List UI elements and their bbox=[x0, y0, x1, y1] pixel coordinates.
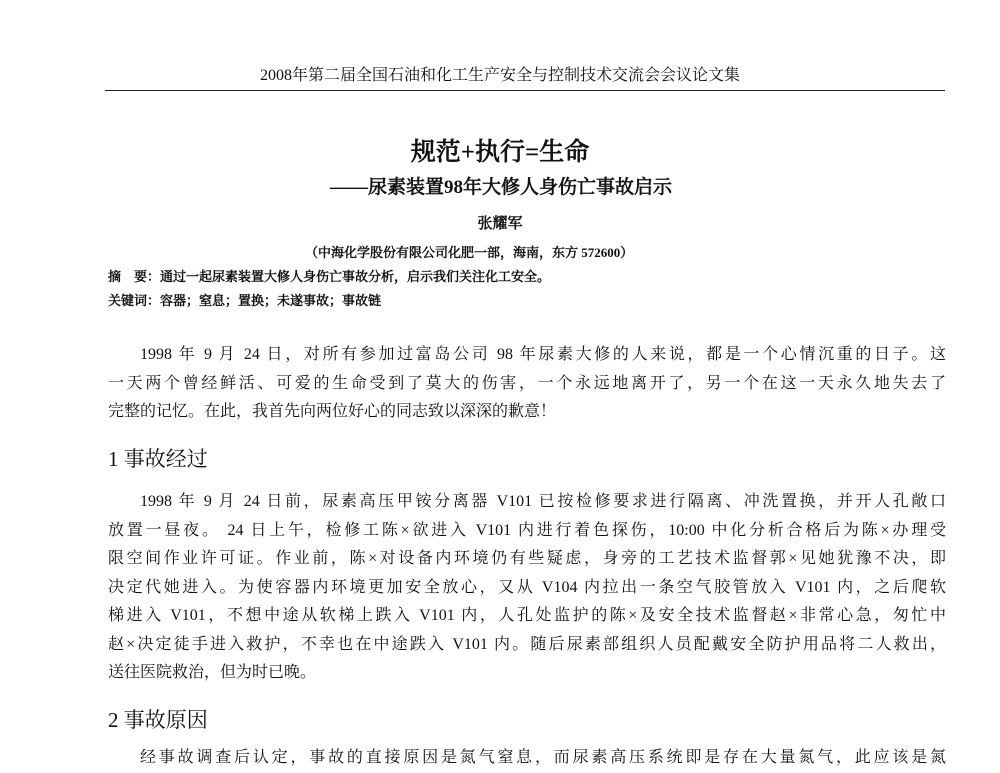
text-line: 1998 年 9 月 24 日，对所有参加过富岛公司 98 年尿素大修的人来说，都是一个心情沉重的日子。这 bbox=[140, 346, 946, 363]
section-heading-2: 2 事故原因 bbox=[108, 708, 208, 732]
text-line: 梯进入 V101，不想中途从软梯上跌入 V101 内，人孔处监护的陈×及安全技术监督赵×非常心急，匆忙中 bbox=[108, 607, 946, 624]
header-rule bbox=[105, 90, 945, 91]
paper-subtitle: ——尿素装置98年大修人身伤亡事故启示 bbox=[330, 177, 673, 198]
keywords: 关键词：容器；窒息；置换；未遂事故；事故链 bbox=[108, 293, 382, 308]
text-line: 赵×决定徒手进入救护，不幸也在中途跌入 V101 内。随后尿素部组织人员配戴安全防护用品将二人救出， bbox=[108, 635, 946, 653]
author: 张耀军 bbox=[477, 216, 523, 232]
text-line: 决定代她进入。为使容器内环境更加安全放心，又从 V104 内拉出一条空气胶管放入 V101 内，之后爬软 bbox=[108, 578, 946, 596]
running-header: 2008年第二届全国石油和化工生产安全与控制技术交流会会议论文集 bbox=[259, 67, 740, 84]
text-line: 限空间作业许可证。作业前，陈×对设备内环境仍有些疑虑，身旁的工艺技术监督郭×见她犹豫不决，即 bbox=[108, 550, 946, 567]
affiliation: （中海化学股份有限公司化肥一部，海南，东方 572600） bbox=[305, 245, 634, 260]
text-line: 完整的记忆。在此，我首先向两位好心的同志致以深深的歉意！ bbox=[108, 403, 557, 420]
section-heading-1: 1 事故经过 bbox=[108, 447, 208, 471]
section-1-paragraph bbox=[108, 488, 946, 688]
text-line: 送往医院救治，但为时已晚。 bbox=[108, 664, 317, 681]
text-line: 一天两个曾经鲜活、可爱的生命受到了莫大的伤害，一个永远地离开了，另一个在这一天永久地失去了 bbox=[108, 374, 946, 392]
intro-paragraph bbox=[108, 341, 946, 427]
text-line: 经事故调查后认定，事故的直接原因是氮气窒息，而尿素高压系统即是存在大量氮气，此应该是氮 bbox=[140, 749, 946, 766]
text-line: 放置一昼夜。 24 日上午，检修工陈×欲进入 V101 内进行着色探伤，10:00 中化分析合格后为陈×办理受 bbox=[108, 521, 946, 539]
paper-title: 规范+执行=生命 bbox=[410, 139, 590, 166]
text-line: 1998 年 9 月 24 日前，尿素高压甲铵分离器 V101 已按检修要求进行隔离、冲洗置换，并开人孔敞口 bbox=[140, 493, 946, 510]
abstract: 摘 要：通过一起尿素装置大修人身伤亡事故分析，启示我们关注化工安全。 bbox=[108, 269, 551, 284]
section-2-paragraph bbox=[108, 744, 946, 773]
